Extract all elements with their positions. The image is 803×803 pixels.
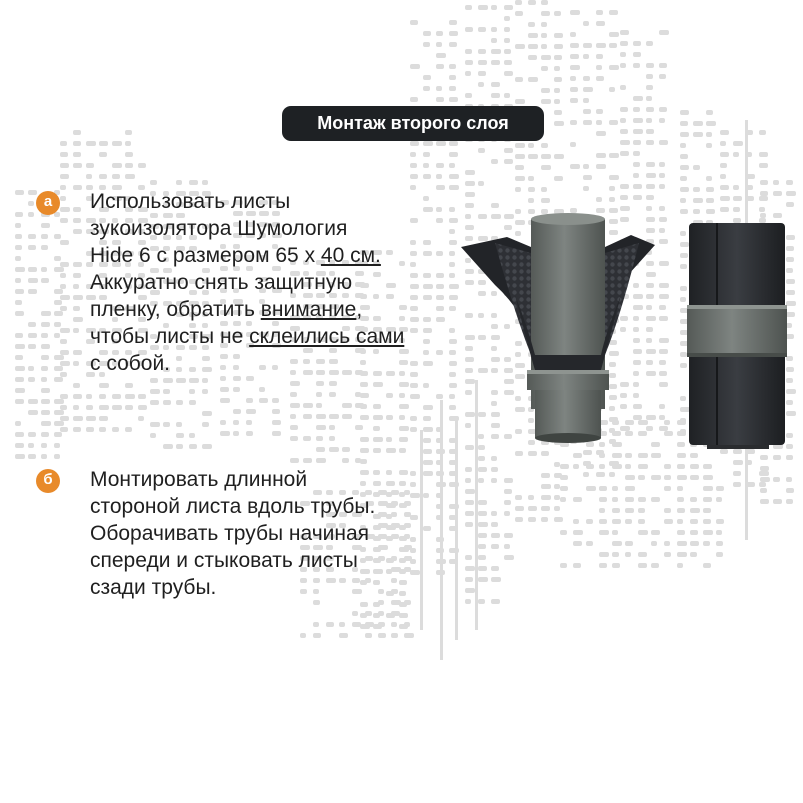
text-segment: спереди и стыковать листы <box>90 549 358 572</box>
step-b-text <box>90 466 450 601</box>
text-segment: сзади трубы. <box>90 576 217 599</box>
text-segment: , <box>356 298 363 321</box>
step-b-marker: б <box>36 469 60 493</box>
pipe-insulation-illustration <box>455 205 795 550</box>
step-line <box>90 547 450 574</box>
step-line <box>90 466 450 493</box>
text-segment: Аккуратно снять защитную <box>90 271 353 294</box>
step-line <box>90 323 450 350</box>
underlined-text: 40 см. <box>320 244 381 267</box>
text-segment: Оборачивать трубы начиная <box>90 522 370 545</box>
step-line <box>90 269 450 296</box>
underlined-text: внимание <box>260 298 357 321</box>
step-a-marker: а <box>36 191 60 215</box>
pipe-wrapped-insulation-icon <box>687 223 787 449</box>
section-title: Монтаж второго слоя <box>282 106 544 141</box>
text-segment: с собой. <box>90 352 171 375</box>
text-segment: Использовать листы <box>90 190 291 213</box>
underlined-text: склеились сами <box>249 325 405 348</box>
step-line <box>90 215 450 242</box>
step-line <box>90 520 450 547</box>
step-line <box>90 296 450 323</box>
step-line <box>90 574 450 601</box>
text-segment: пленку, обратить <box>90 298 261 321</box>
step-line <box>90 188 450 215</box>
text-segment: чтобы листы не <box>90 325 250 348</box>
text-segment: Монтировать длинной <box>90 468 308 491</box>
step-line <box>90 242 450 269</box>
building-dots <box>15 190 64 459</box>
text-segment: Hide 6 с размером 65 х <box>90 244 321 267</box>
pipe-with-opened-insulation-icon <box>461 213 655 443</box>
text-segment: стороной листа вдоль трубы. <box>90 495 376 518</box>
step-line <box>90 350 450 377</box>
step-line <box>90 493 450 520</box>
step-a-text <box>90 188 450 377</box>
text-segment: зукоизолятора Шумология <box>90 217 348 240</box>
